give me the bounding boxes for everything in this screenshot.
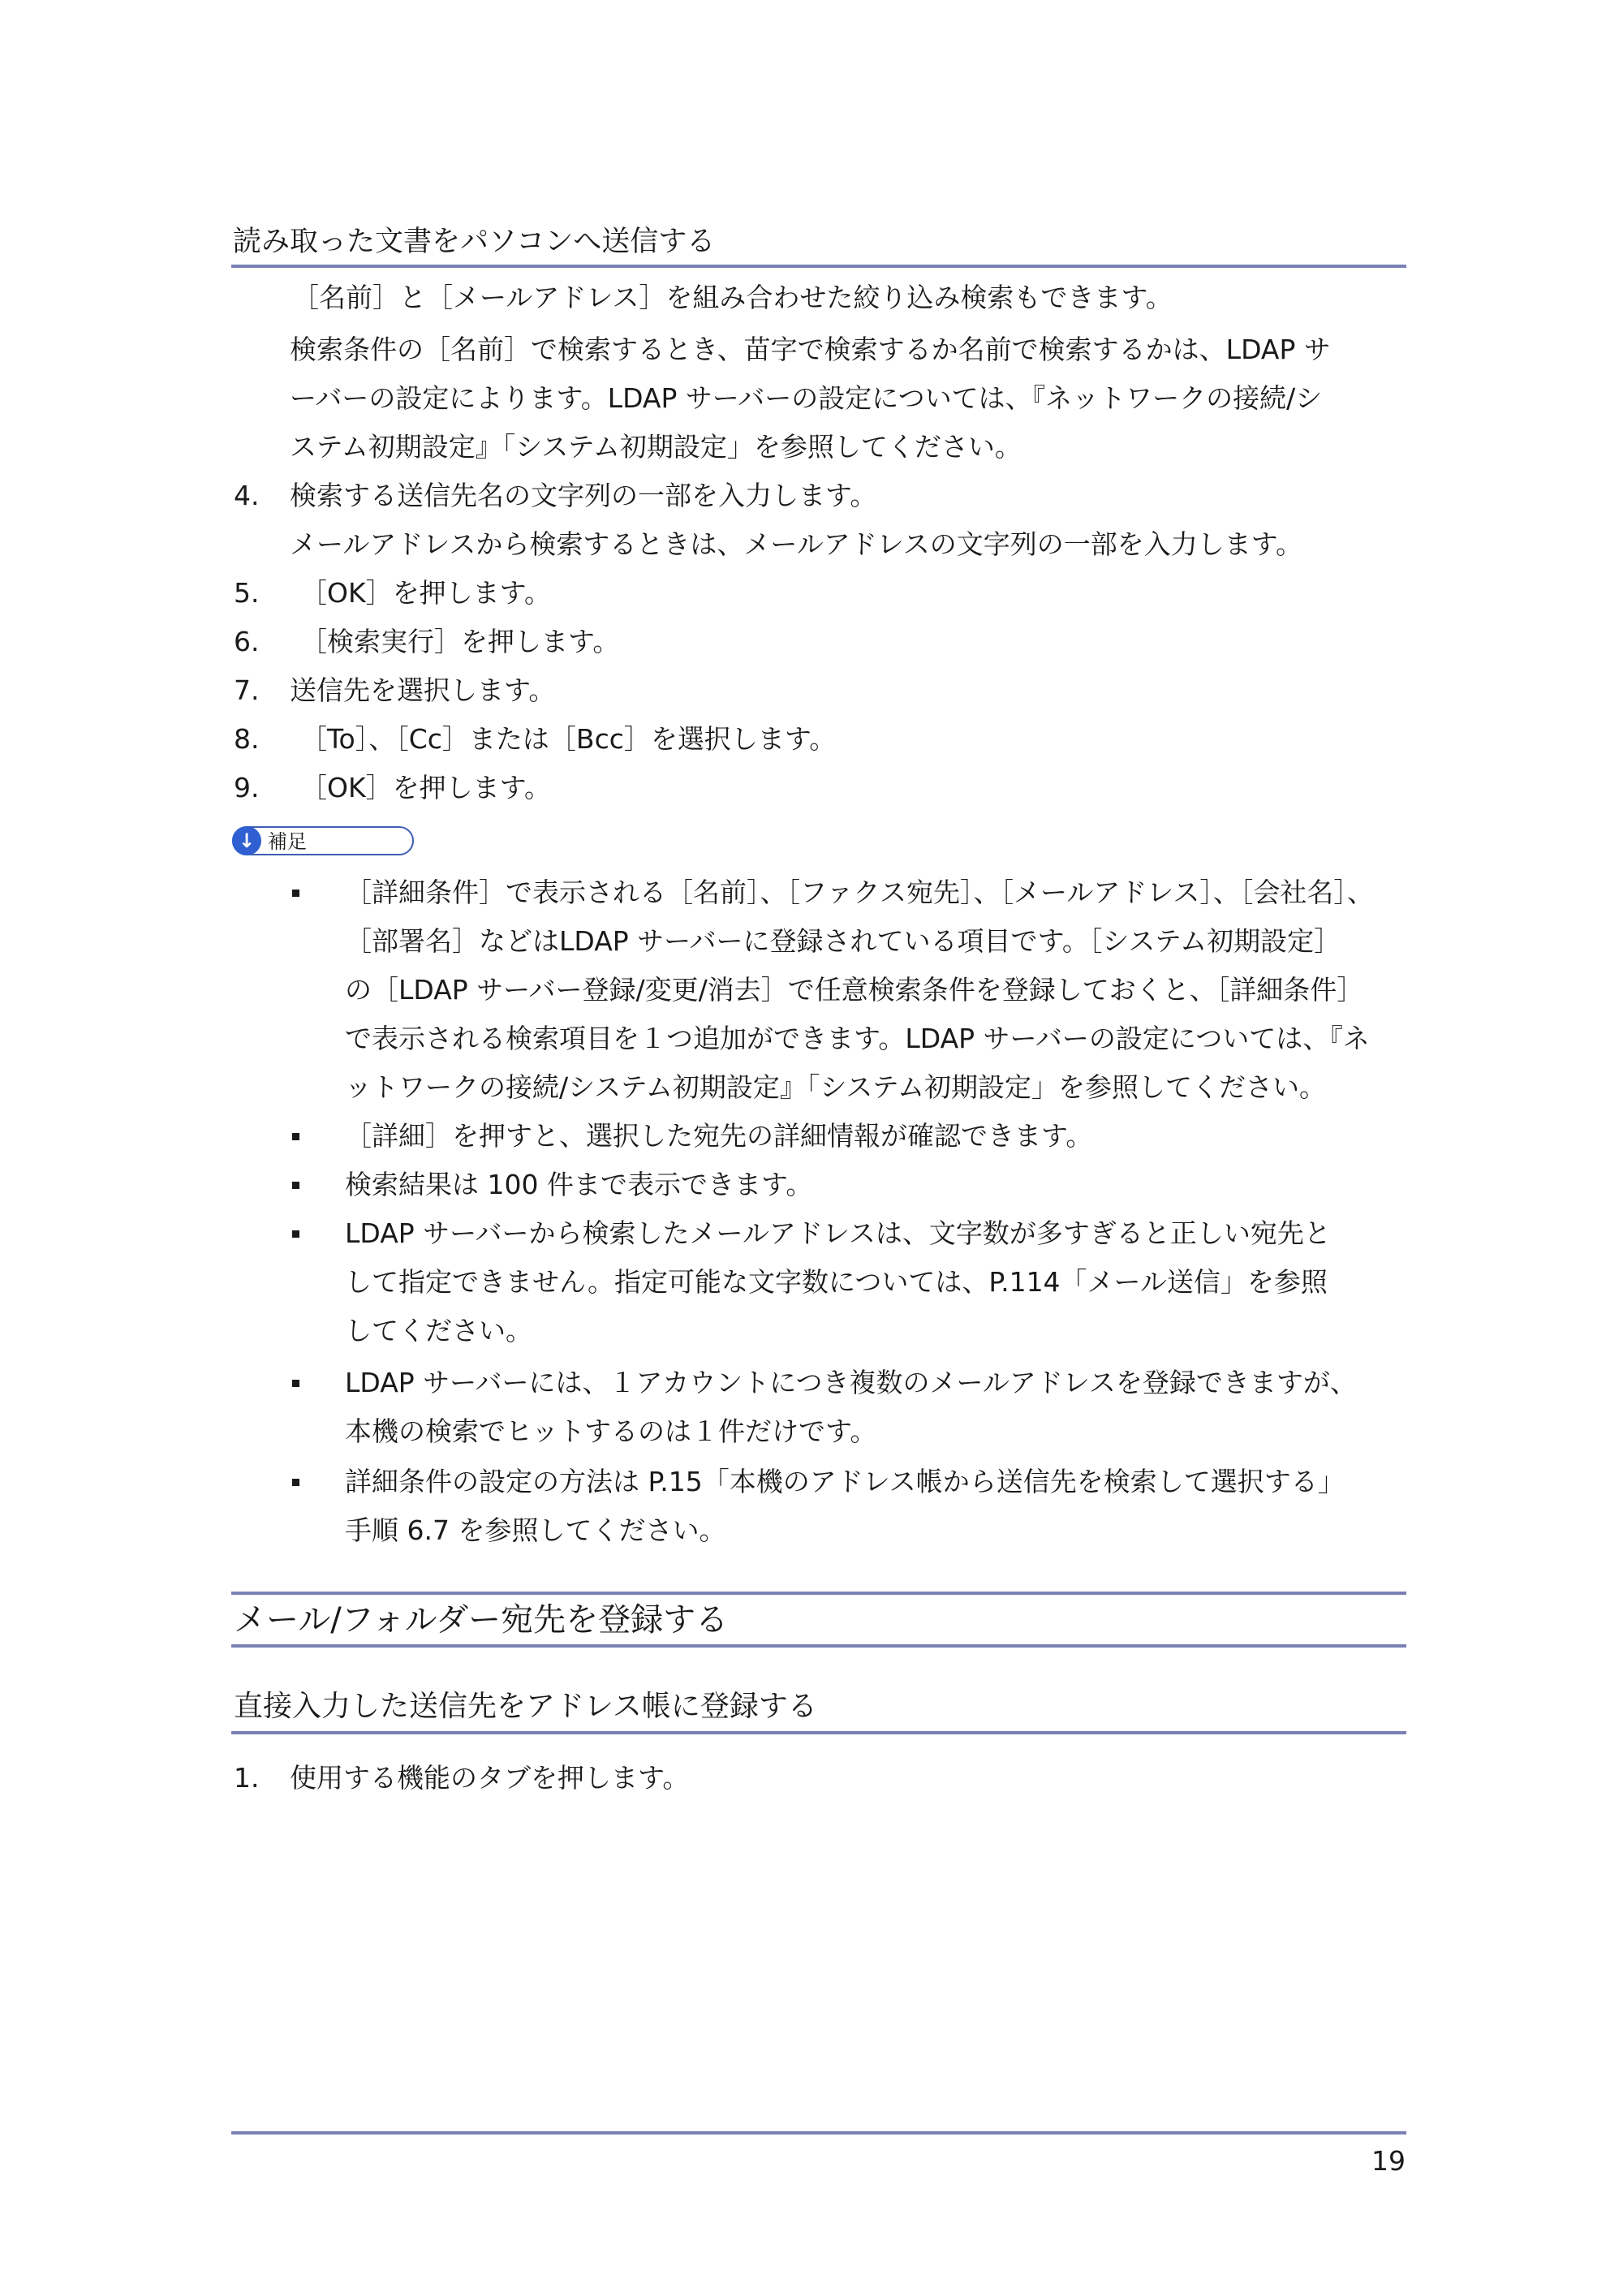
step-text: 送信先を選択します。 <box>290 674 556 706</box>
intro-para-line: ーバーの設定によります。LDAP サーバーの設定については、『ネットワークの接続/シ <box>290 382 1323 414</box>
step-text: 検索する送信先名の文字列の一部を入力します。 <box>290 480 877 511</box>
note-bullet-line: LDAP サーバーから検索したメールアドレスは、文字数が多すぎると正しい宛先と <box>345 1217 1331 1249</box>
section-top-rule <box>231 1592 1406 1595</box>
step-text: ［OK］を押します。 <box>300 577 551 609</box>
bullet-marker <box>292 1230 299 1238</box>
step-text: ［To］、［Cc］または［Bcc］を選択します。 <box>300 723 837 755</box>
intro-para-line: ステム初期設定』「システム初期設定」を参照してください。 <box>290 431 1022 463</box>
footer-rule <box>231 2131 1406 2134</box>
section-title: メール/フォルダー宛先を登録する <box>234 1601 729 1639</box>
step-number: 8. <box>234 723 260 755</box>
step-number: 4. <box>234 480 260 511</box>
note-bullet-line: 手順 6.7 を参照してください。 <box>345 1514 726 1546</box>
note-badge <box>232 826 414 855</box>
note-bullet-line: ットワークの接続/システム初期設定』「システム初期設定」を参照してください。 <box>345 1071 1327 1103</box>
note-bullet-line: LDAP サーバーには、１アカウントにつき複数のメールアドレスを登録できますが、 <box>345 1367 1357 1398</box>
section-bottom-rule <box>231 1644 1406 1648</box>
running-header: 読み取った文書をパソコンへ送信する <box>233 226 716 258</box>
arrow-down-circle-icon: ↓ <box>232 826 261 855</box>
note-bullet-line: の［LDAP サーバー登録/変更/消去］で任意検索条件を登録しておくと、［詳細条件］ <box>345 974 1364 1006</box>
subsection-title: 直接入力した送信先をアドレス帳に登録する <box>234 1690 817 1723</box>
step-number: 9. <box>234 772 260 803</box>
bullet-marker <box>292 1133 299 1140</box>
note-bullet-line: 本機の検索でヒットするのは１件だけです。 <box>345 1415 877 1447</box>
note-bullet-line: して指定できません。指定可能な文字数については、P.114「メール送信」を参照 <box>345 1266 1328 1298</box>
note-bullet-line: 詳細条件の設定の方法は P.15「本機のアドレス帳から送信先を検索して選択する」 <box>345 1466 1345 1497</box>
bullet-marker <box>292 890 299 897</box>
note-bullet-line: で表示される検索項目を１つ追加ができます。LDAP サーバーの設定については、『ネ <box>345 1023 1370 1054</box>
step-number: 1. <box>234 1762 260 1794</box>
note-bullet-line: してください。 <box>345 1315 532 1346</box>
bullet-marker <box>292 1182 299 1189</box>
note-badge-label: 補足 <box>268 830 307 853</box>
note-bullet-line: 検索結果は 100 件まで表示できます。 <box>345 1169 813 1200</box>
step-number: 7. <box>234 674 260 706</box>
note-bullet-line: ［詳細条件］で表示される［名前］、［ファクス宛先］、［メールアドレス］、［会社名］、 <box>345 877 1374 908</box>
bullet-marker <box>292 1479 299 1486</box>
page-number: 19 <box>1371 2145 1406 2177</box>
note-bullet-line: ［詳細］を押すと、選択した宛先の詳細情報が確認できます。 <box>345 1120 1093 1152</box>
intro-para-line: 検索条件の［名前］で検索するとき、苗字で検索するか名前で検索するかは、LDAP サ <box>290 334 1331 365</box>
subsection-rule <box>231 1731 1406 1734</box>
step-text: 使用する機能のタブを押します。 <box>290 1762 690 1794</box>
bullet-marker <box>292 1380 299 1387</box>
step-text: ［OK］を押します。 <box>300 772 551 803</box>
step-text: ［検索実行］を押します。 <box>300 626 620 657</box>
step-number: 6. <box>234 626 260 657</box>
step-description: メールアドレスから検索するときは、メールアドレスの文字列の一部を入力します。 <box>290 528 1303 560</box>
header-rule <box>231 265 1406 268</box>
intro-line: ［名前］と［メールアドレス］を組み合わせた絞り込み検索もできます。 <box>292 282 1173 313</box>
step-number: 5. <box>234 577 260 609</box>
note-bullet-line: ［部署名］などはLDAP サーバーに登録されている項目です。［システム初期設定］ <box>345 925 1341 957</box>
